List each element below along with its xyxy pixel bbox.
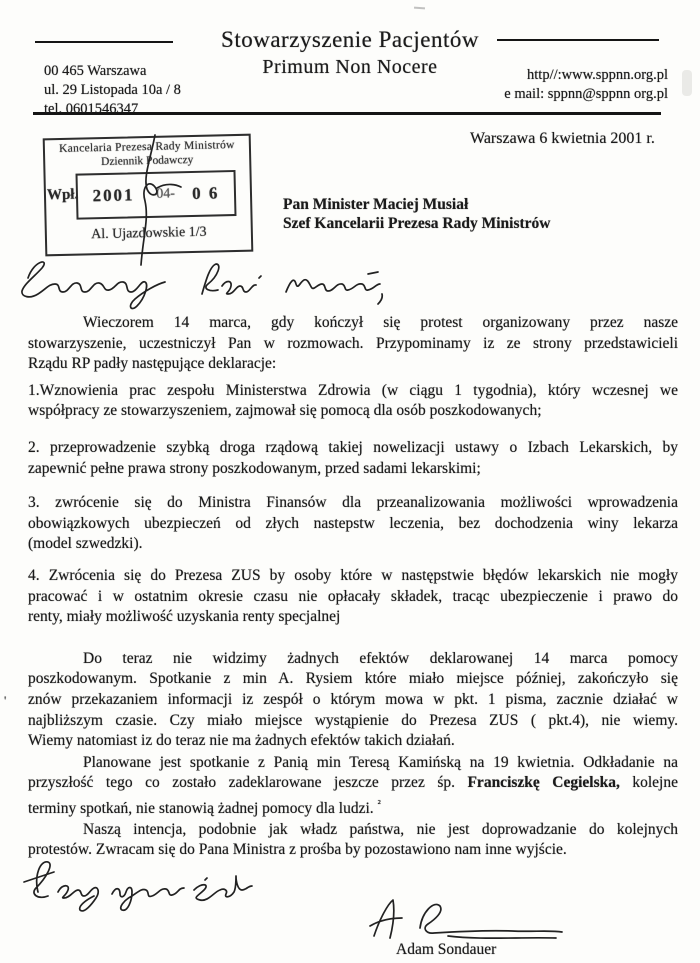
letter-body bbox=[28, 313, 678, 861]
text-line: Rządu RP padły następujące deklaracje: bbox=[28, 355, 277, 373]
text-line: pracować i w ostatnim okresie czasu nie opłacały składek, tracąc ubezpieczenie i prawo do bbox=[28, 587, 678, 605]
org-website: http//:www.sppnn.org.pl bbox=[527, 67, 668, 83]
text-line: Planowane jest spotkanie z Panią min Teresą Kamińską na 19 kwietnia. Odkładanie na bbox=[83, 753, 678, 771]
declaration-item-3 bbox=[28, 493, 678, 555]
declaration-item-4 bbox=[28, 566, 678, 628]
org-address-phone: tel. 0601546347 bbox=[44, 101, 139, 117]
text-line bbox=[28, 794, 678, 820]
text-line: stowarzyszenie, uczestniczył Pan w rozmowach. Przypominamy iz ze strony przedstawicieli bbox=[28, 334, 678, 352]
text-line: poszkodowanym. Spotkanie z min A. Rysiem które miało miejsce później, zakończyło się bbox=[28, 670, 678, 688]
text-segment: przyszłość tego co zostało zadeklarowane jeszcze przez śp. bbox=[28, 774, 468, 792]
scan-artifact-margin-mark: ' bbox=[4, 693, 7, 708]
org-contact-block bbox=[420, 66, 668, 104]
stamp-address: Al. Ujazdowskie 1/3 bbox=[90, 224, 207, 243]
text-line: Wieczorem 14 marca, gdy kończył się protest organizowany przez nasze bbox=[83, 314, 678, 331]
org-address-street: ul. 29 Listopada 10a / 8 bbox=[44, 82, 181, 98]
text-line: znów przekazaniem informacji iz zespół o którym mowa w pkt. 1 pisma, zacznie działać w bbox=[28, 690, 678, 708]
org-email: e mail: sppnn@sppnn org.pl bbox=[504, 86, 668, 102]
stamp-date-day: 0 6 bbox=[191, 183, 220, 203]
scan-artifact-dash bbox=[414, 7, 425, 10]
recipient-name: Pan Minister Maciej Musiał bbox=[283, 196, 469, 213]
text-line: 1.Wznowienia prac zespołu Ministerstwa Zdrowia (w ciągu 1 tygodnia), który wczesnej we bbox=[28, 381, 678, 399]
recipient-block bbox=[283, 195, 550, 233]
declaration-item-1 bbox=[28, 381, 678, 422]
paragraph-meetings bbox=[28, 753, 678, 820]
text-segment: kolejne bbox=[619, 774, 678, 792]
letterhead-rule-right bbox=[497, 39, 659, 41]
text-line: (model szwedzki). bbox=[28, 535, 143, 553]
text-line: renty, miały możliwość uzyskania renty specjalnej bbox=[28, 608, 341, 626]
recipient-title: Szef Kancelarii Prezesa Rady Ministrów bbox=[283, 215, 551, 232]
text-line: 4. Zwrócenia się do Prezesa ZUS by osoby które w następstwie błędów lekarskich nie mogły bbox=[28, 566, 678, 584]
footnote-mark: ² bbox=[377, 797, 381, 810]
org-address-block bbox=[44, 62, 181, 119]
paragraph-status bbox=[28, 649, 678, 752]
text-line: 3. zwrócenie się do Ministra Finansów dla przeanalizowania możliwości wprowadzenia bbox=[28, 494, 678, 512]
text-line: współpracy ze stowarzyszeniem, zajmował się pomocą dla osób poszkodowanych; bbox=[28, 402, 542, 420]
text-line: najbliższym czasie. Czy miało miejsce wystąpienie do Prezesa ZUS ( pkt.4), nie wiemy. bbox=[28, 711, 678, 729]
org-name-line1: Stowarzyszenie Pacjentów bbox=[221, 27, 479, 52]
handwritten-greeting bbox=[16, 254, 386, 312]
letterhead-rule-left bbox=[35, 41, 173, 43]
scan-artifact-smudge bbox=[682, 70, 692, 96]
stamp-office-line1: Kancelaria Prezesa Rady Ministrów bbox=[58, 139, 235, 156]
org-address-city: 00 465 Warszawa bbox=[44, 63, 147, 79]
text-line: protestów. Zwracam się do Pana Ministra z prośba by pozostawiono nam inne wyjście. bbox=[28, 841, 567, 859]
stamp-office-line2: Dziennik Podawczy bbox=[100, 153, 194, 169]
stamp-pen-mark bbox=[115, 133, 185, 268]
text-segment: terminy spotkań, nie stanowią żadnej pomocy dla ludzi. bbox=[28, 800, 374, 818]
text-line: Do teraz nie widzimy żadnych efektów deklarowanej 14 marca pomocy bbox=[83, 649, 678, 667]
place-date: Warszawa 6 kwietnia 2001 r. bbox=[470, 130, 655, 147]
text-segment-bold: Franciszkę Cegielska, bbox=[467, 774, 620, 792]
stamp-received-label: Wpł. bbox=[46, 186, 79, 204]
stamp-date-year: 2001 bbox=[92, 185, 135, 206]
text-line: 2. przeprowadzenie szybką droga rządową takiej nowelizacji ustawy o Izbach Lekarskich, by bbox=[28, 438, 678, 456]
stamp-date-month: -04- bbox=[151, 186, 176, 202]
paragraph-intro bbox=[28, 313, 678, 375]
text-line: obowiązkowych ubezpieczeń od złych nastepstw leczenia, bez dochodzenia winy lekarza bbox=[28, 514, 678, 532]
org-name-line2: Primum Non Nocere bbox=[262, 56, 438, 78]
text-line: Naszą intencja, podobnie jak władz państwa, nie jest doprowadzanie do kolejnych bbox=[83, 820, 678, 838]
declaration-item-2 bbox=[28, 438, 678, 479]
text-line: Wiemy natomiast iz do teraz nie ma żadnych efektów takich działań. bbox=[28, 732, 455, 750]
handwritten-closing bbox=[14, 854, 254, 924]
text-line bbox=[28, 773, 678, 794]
text-line: zapewnić pełne prawa strony poszkodowanym, przed sadami lekarskimi; bbox=[28, 459, 481, 477]
signature-name: Adam Sondauer bbox=[396, 941, 497, 958]
